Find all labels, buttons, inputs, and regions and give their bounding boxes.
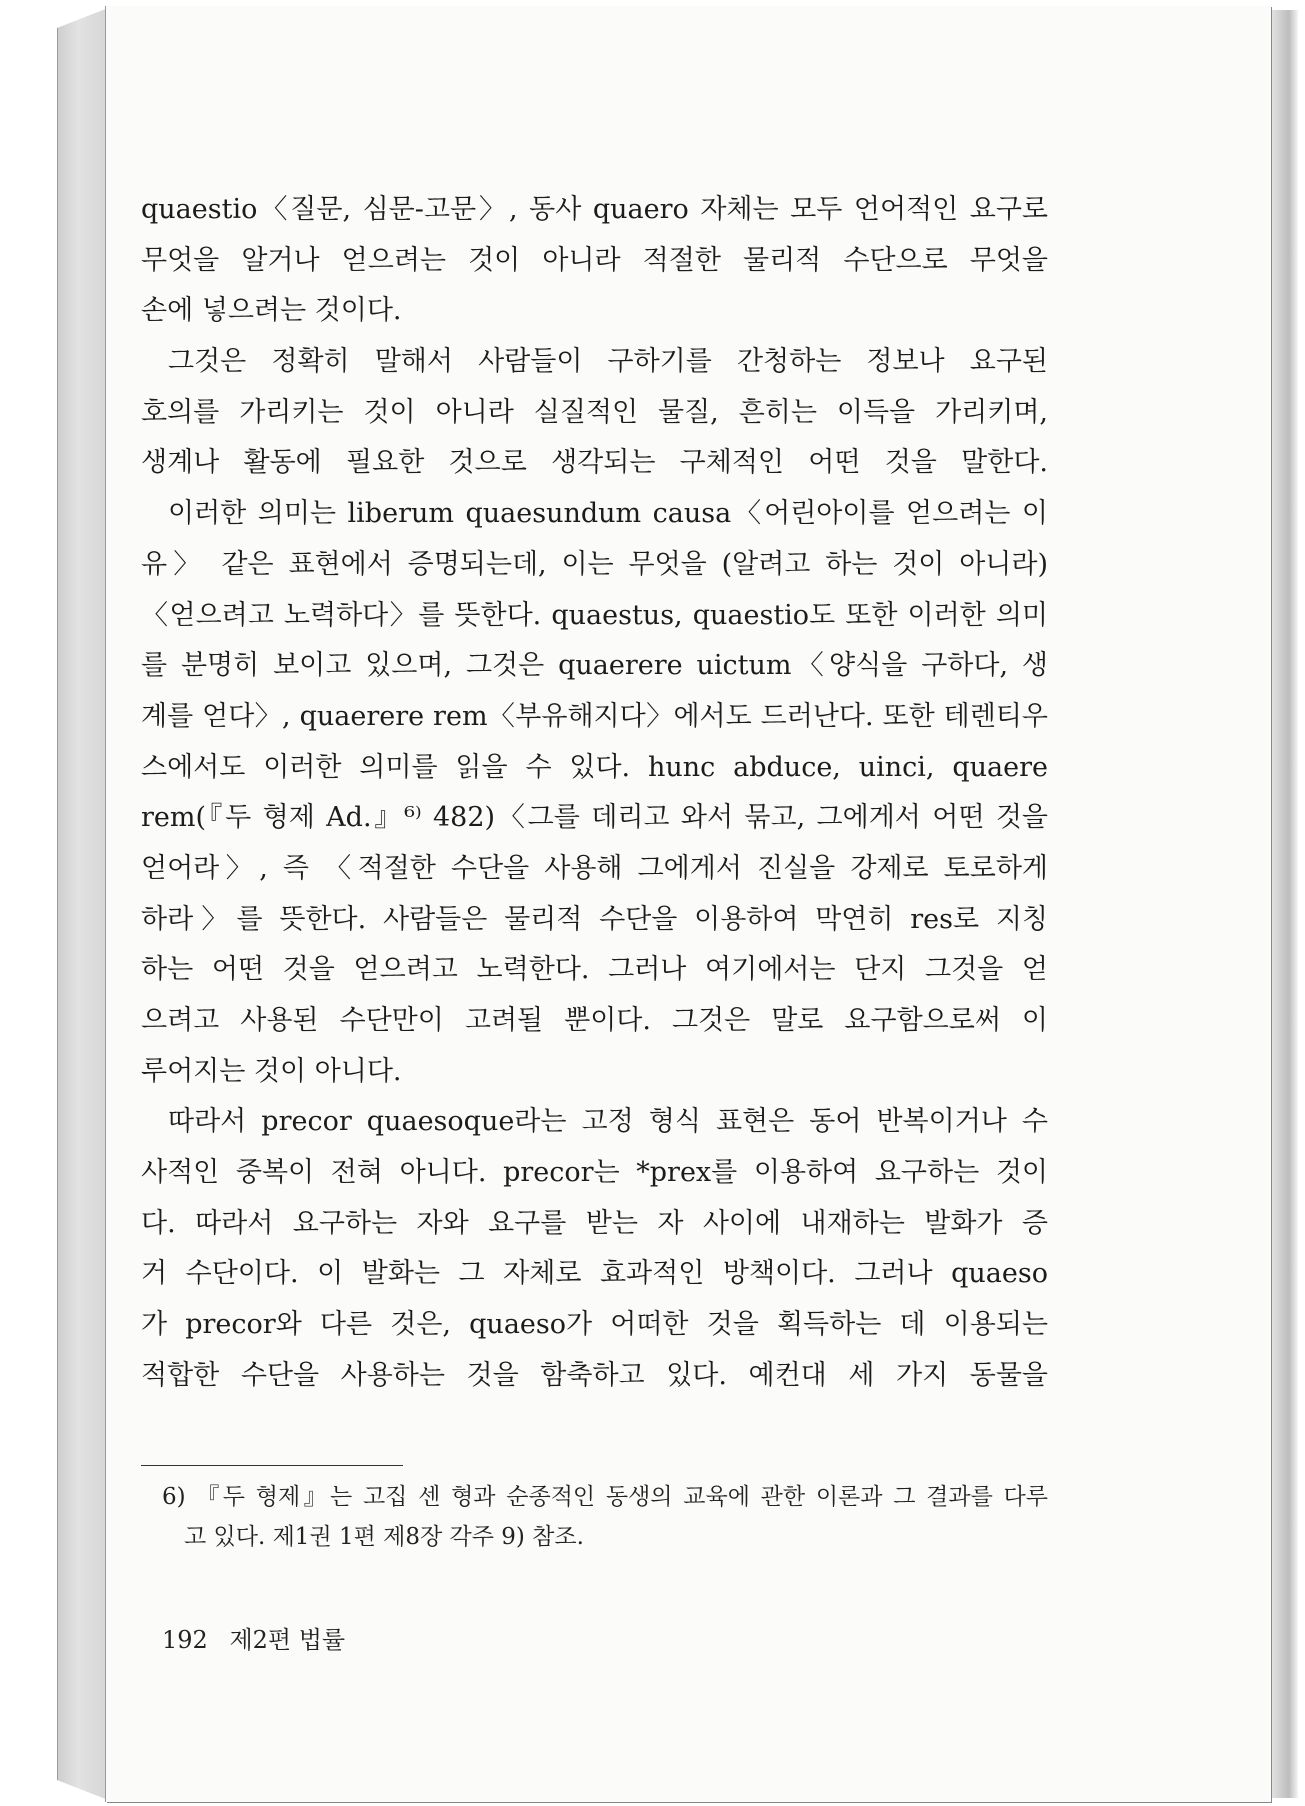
body-line: 호의를 가리키는 것이 아니라 실질적인 물질, 흔히는 이득을 가리키며, — [141, 396, 1048, 428]
body-line: 손에 넣으려는 것이다. — [141, 295, 402, 327]
body-line: 다. 따라서 요구하는 자와 요구를 받는 자 사이에 내재하는 발화가 증 — [141, 1207, 1048, 1239]
body-line: 스에서도 이러한 의미를 읽을 수 있다. hunc abduce, uinci, quaere — [141, 751, 1048, 783]
body-line: 그것은 정확히 말해서 사람들이 구하기를 간청하는 정보나 요구된 — [168, 346, 1048, 378]
body-line: 적합한 수단을 사용하는 것을 함축하고 있다. 예컨대 세 가지 동물을 — [141, 1359, 1048, 1391]
body-line: rem(『두 형제 Ad.』⁶⁾ 482)〈그를 데리고 와서 묶고, 그에게서 어떤 것을 — [141, 802, 1048, 834]
body-line: quaestio〈질문, 심문-고문〉, 동사 quaero 자체는 모두 언어적인 요구로 — [141, 194, 1048, 225]
body-line: 사적인 중복이 전혀 아니다. precor는 *prex를 이용하여 요구하는 것이 — [141, 1157, 1048, 1189]
body-line: 가 precor와 다른 것은, quaeso가 어떠한 것을 획득하는 데 이용되는 — [141, 1309, 1048, 1341]
body-line: 생계나 활동에 필요한 것으로 생각되는 구체적인 어떤 것을 말한다. — [141, 447, 1048, 479]
body-line: 를 분명히 보이고 있으며, 그것은 quaerere uictum〈양식을 구하다, 생 — [141, 650, 1048, 682]
body-line: 따라서 precor quaesoque라는 고정 형식 표현은 동어 반복이거나 수 — [168, 1106, 1048, 1138]
section-title: 제2편 법률 — [229, 1626, 346, 1654]
footnote-divider — [141, 1465, 403, 1466]
body-line: 유〉 같은 표현에서 증명되는데, 이는 무엇을 (알려고 하는 것이 아니라) — [141, 548, 1048, 580]
body-line: 으려고 사용된 수단만이 고려될 뿐이다. 그것은 말로 요구함으로써 이 — [141, 1005, 1048, 1036]
footnote-line: 6) 『두 형제』는 고집 센 형과 순종적인 동생의 교육에 관한 이론과 그 결과를 다루 — [162, 1484, 1048, 1510]
body-line: 계를 얻다〉, quaerere rem〈부유해지다〉에서도 드러난다. 또한 테렌티우 — [141, 700, 1048, 732]
body-line: 하라〉를 뜻한다. 사람들은 물리적 수단을 이용하여 막연히 res로 지칭 — [141, 903, 1048, 935]
page-number: 192 — [162, 1626, 208, 1654]
body-line: 루어지는 것이 아니다. — [141, 1055, 402, 1087]
body-line: 무엇을 알거나 얻으려는 것이 아니라 적절한 물리적 수단으로 무엇을 — [141, 244, 1048, 276]
body-line: 얻어라〉, 즉 〈적절한 수단을 사용해 그에게서 진실을 강제로 토로하게 — [141, 852, 1048, 884]
book-page-edges — [1268, 10, 1298, 1798]
book-spine — [57, 8, 108, 1800]
body-line: 〈얻으려고 노력하다〉를 뜻한다. quaestus, quaestio도 또한 이러한 의미 — [141, 599, 1048, 631]
footnote — [162, 1477, 1048, 1557]
body-line: 이러한 의미는 liberum quaesundum causa〈어린아이를 얻으려는 이 — [168, 498, 1048, 530]
body-text — [141, 185, 1048, 1402]
page-footer — [162, 1620, 359, 1655]
body-line: 하는 어떤 것을 얻으려고 노력한다. 그러나 여기에서는 단지 그것을 얻 — [141, 954, 1048, 986]
footnote-line: 고 있다. 제1권 1편 제8장 각주 9) 참조. — [184, 1524, 584, 1550]
body-line: 거 수단이다. 이 발화는 그 자체로 효과적인 방책이다. 그러나 quaeso — [141, 1258, 1048, 1290]
